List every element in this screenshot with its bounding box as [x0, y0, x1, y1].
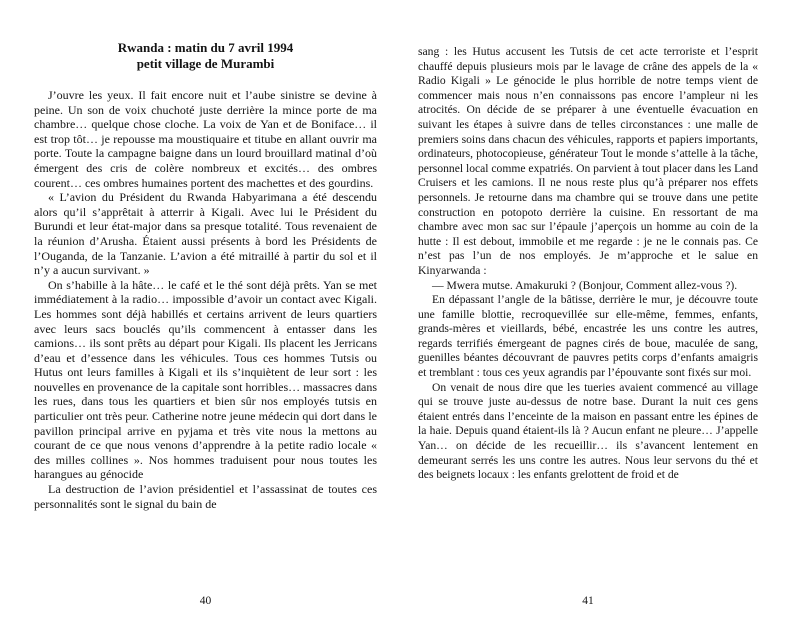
chapter-heading-line-2: petit village de Murambi [136, 56, 275, 71]
page-number-left: 40 [199, 595, 212, 607]
paragraph: sang : les Hutus accusent les Tutsis de cet acte terroriste et l’esprit chauffé depuis plusieurs mois par le lavage de crâne des appels de la « Radio Kigali » Le génocide le plus horrible de notre temps vient de commencer mais nous n’en connaissons pas encore l’ampleur ni les atrocités. On décide de se préparer à une éventuelle évacuation en suivant les étapes à suivre dans de telles circonstances : une malle de premiers soins dans chacun des véhicules, rapports et papiers importants, ordinateurs, photocopieuse, générateur Tout le monde s’attelle à la tâche, personnel local comme expatriés. On parvient à tout placer dans les Land Cruisers et les camions. Il ne nous reste plus qu’à préparer nos effets personnels. Je retourne dans ma chambre qui se trouve dans une petite construction en potopoto derrière la cuisine. En ressortant de ma chambre avec mon sac sur l’épaule j’aperçois un homme au coin de la hutte : Il est debout, immobile et me regarde : je ne le connais pas. Ce n’est pas l’un de nos employés. Je m’approche et le salue en Kinyarwanda : [418, 45, 758, 277]
paragraph: J’ouvre les yeux. Il fait encore nuit et l’aube sinistre se devine à peine. Un son de voix chuchoté juste derrière la mince porte de ma chambre… quelque chose cloche. La voix de Yan et de Boniface… il est trop tôt… je repousse ma moustiquaire et titube en allant ouvrir ma porte. Toute la campagne baigne dans un lourd brouillard matinal d’où émergent des cris de colère nombreux et excités… des ombres courent… ces ombres humaines portent des machettes et des gourdins. [34, 88, 377, 190]
page-number-right: 41 [582, 595, 594, 607]
paragraph: On s’habille à la hâte… le café et le thé sont déjà prêts. Yan se met immédiatement à la radio… impossible d’avoir un contact avec Kigali. Les hommes sont déjà habillés et certains arrivent de leurs quartiers avec leurs sacs bouclés qu’ils commencent à entasser dans les camions… ils sont prêts au départ pour Kigali. Ils placent les Jerricans d’eau et d’essence dans les véhicules. Tous ces hommes Tutsis ou Hutus ont leurs familles à Kigali et ils s’inquiètent de leur sort : les nouvelles en provenance de la capitale sont horribles… massacres dans les rues, dans tous les quartiers et bien sûr nos employés tutsis en particulier ont très peur. Catherine notre jeune médecin qui dort dans le pavillon principal arrive en pyjama et très vite nous la mettons au courant de ce que nous venons d’apprendre à la petite radio locale « des milles collines ». Nos hommes traduisent pour nous toutes les harangues au génocide [34, 277, 377, 482]
paragraph: On venait de nous dire que les tueries avaient commencé au village qui se trouve juste au-dessus de notre base. Durant la nuit ces gens étaient entrés dans l’enceinte de la maison en passant entre les épines de la haie. Depuis quand étaient-ils là ? Aucun enfant ne pleure… J’appelle Yan… on décide de les recueillir… ils s’avancent lentement en demeurant serrés les uns contre les autres. Nous leur servons du thé et des beignets locaux : les enfants grelottent de froid et de [418, 380, 758, 482]
paragraph: La destruction de l’avion présidentiel et l’assassinat de toutes ces personnalités sont le signal du bain de [34, 482, 377, 511]
right-page-text [418, 45, 758, 483]
paragraph: En dépassant l’angle de la bâtisse, derrière le mur, je découvre toute une famille blottie, recroquevillée sur elle-même, femmes, enfants, grands-mères et vieillards, bébé, encastrée les uns contre les autres, regards terrifiés émergeant de pagnes cirés de boue, maculée de sang, guenilles béantes découvrant de pauvres petits corps d’enfants amaigris et tremblant : tous ces yeux agrandis par l’épouvante sont fixés sur moi. [418, 293, 758, 380]
left-page [34, 40, 377, 511]
chapter-heading-line-1: Rwanda : matin du 7 avril 1994 [117, 40, 294, 55]
paragraph: — Mwera mutse. Amakuruki ? (Bonjour, Comment allez-vous ?). [432, 278, 738, 292]
right-page [418, 45, 758, 483]
chapter-heading [34, 40, 377, 72]
paragraph: « L’avion du Président du Rwanda Habyarimana a été descendu alors qu’il s’apprêtait à atterrir à Kigali. Avec lui le Président du Burundi et leur état-major dans sa presque totalité. Tous revenaient de la réunion d’Arusha. Étaient aussi présents à bord les Présidents de l’Ouganda, de la Tanzanie. L’avion a été mitraillé à partir du sol et il n’y a aucun survivant. » [34, 190, 377, 278]
left-page-text [34, 88, 377, 511]
